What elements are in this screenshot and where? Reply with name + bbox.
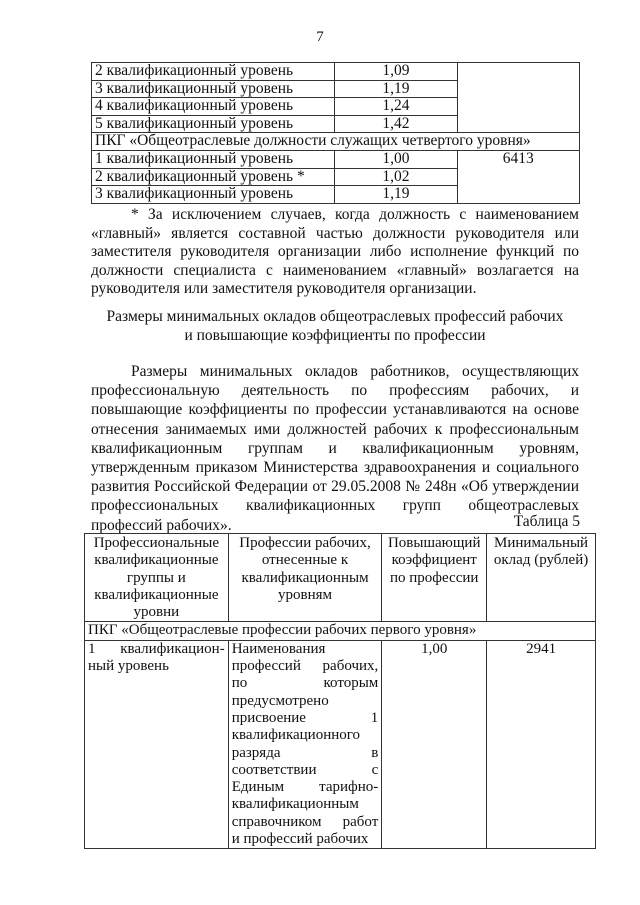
coef-cell: 1,02 (335, 168, 457, 186)
professions-line: квалификационным (231, 796, 359, 813)
group-header-row (92, 133, 580, 151)
professions-line: профессий рабочих, (231, 658, 379, 675)
professions-cell (228, 640, 382, 849)
professions-line: присвоение 1 (231, 709, 379, 726)
section-title-line: и повышающие коэффициенты по профессии (184, 327, 486, 344)
coef-cell: 1,09 (335, 63, 457, 81)
coef-cell: 1,19 (335, 186, 457, 204)
table-header-row (85, 534, 596, 622)
salary-cell: 2941 (487, 640, 596, 849)
column-header: Минимальный оклад (рублей) (487, 534, 596, 622)
coef-cell: 1,00 (382, 640, 487, 849)
table-row (92, 63, 580, 81)
professions-line: предусмотрено (231, 692, 329, 709)
level-cell: 4 квалификационный уровень (92, 98, 335, 116)
salary-cell (457, 63, 579, 133)
footnote: * За исключением случаев, когда должность с наименованием «главный» является составной частью должности руководителя или заместителя руководителя организации либо исполнение функций по должности специалиста с наименованием «главный» возлагается на руководителя или заместителя руководителя организации. (91, 206, 579, 298)
professions-line: Единым тарифно- (231, 779, 379, 796)
group-title: ПКГ «Общеотраслевые должности служащих четвертого уровня» (92, 133, 580, 151)
level-cell: 1 квалификационный уровень (92, 150, 335, 168)
coef-cell: 1,19 (335, 80, 457, 98)
body-paragraph: Размеры минимальных окладов работников, осуществляющих профессиональную деятельность по профессиям рабочих, и повышающие коэффициенты по профессии устанавливаются на основе отнесения занимаемых ими должностей рабочих к профессиональным квалификационным группам и квалификационным уровням, утвержденным приказом Министерства здравоохранения и социального развития Российской Федерации от 29.05.2008 № 248н «Об утверждении профессиональных квалификационных групп общеотраслевых профессий рабочих». (91, 363, 579, 534)
page-number: 7 (316, 29, 324, 45)
level-cell: 2 квалификационный уровень * (92, 168, 335, 186)
professions-line: разряда в (231, 744, 379, 761)
professions-line: квалификационного (231, 727, 361, 744)
coef-cell: 1,42 (335, 115, 457, 133)
professions-line: Наименования (231, 640, 326, 657)
column-header: Профессиональные квалификационные группы и квалификационные уровни (85, 534, 229, 622)
professions-line: справочником работ (231, 813, 379, 830)
professions-line: и профессий рабочих (231, 831, 369, 848)
workers-salary-table (84, 533, 596, 849)
table-row (85, 640, 596, 849)
section-title-line: Размеры минимальных окладов общеотраслевых профессий рабочих (106, 308, 564, 325)
salary-coefficients-table-continued (91, 62, 580, 204)
coef-cell: 1,24 (335, 98, 457, 116)
group-header-row (85, 622, 596, 640)
level-line: ный уровень (88, 658, 169, 675)
salary-cell: 6413 (457, 150, 579, 203)
column-header: Повышающий коэффициент по профессии (382, 534, 487, 622)
level-cell: 2 квалификационный уровень (92, 63, 335, 81)
level-cell: 5 квалификационный уровень (92, 115, 335, 133)
level-line: 1 квалификацион- (88, 640, 225, 657)
professions-line: соответствии с (231, 761, 379, 778)
section-title (91, 307, 579, 345)
group-title: ПКГ «Общеотраслевые профессии рабочих первого уровня» (85, 622, 596, 640)
professions-line: по которым (231, 675, 379, 692)
level-cell: 3 квалификационный уровень (92, 186, 335, 204)
level-cell: 3 квалификационный уровень (92, 80, 335, 98)
column-header: Профессии рабочих, отнесенные к квалификационным уровням (228, 534, 382, 622)
table-caption: Таблица 5 (513, 513, 580, 530)
coef-cell: 1,00 (335, 150, 457, 168)
level-cell (85, 640, 229, 849)
table-row (92, 150, 580, 168)
